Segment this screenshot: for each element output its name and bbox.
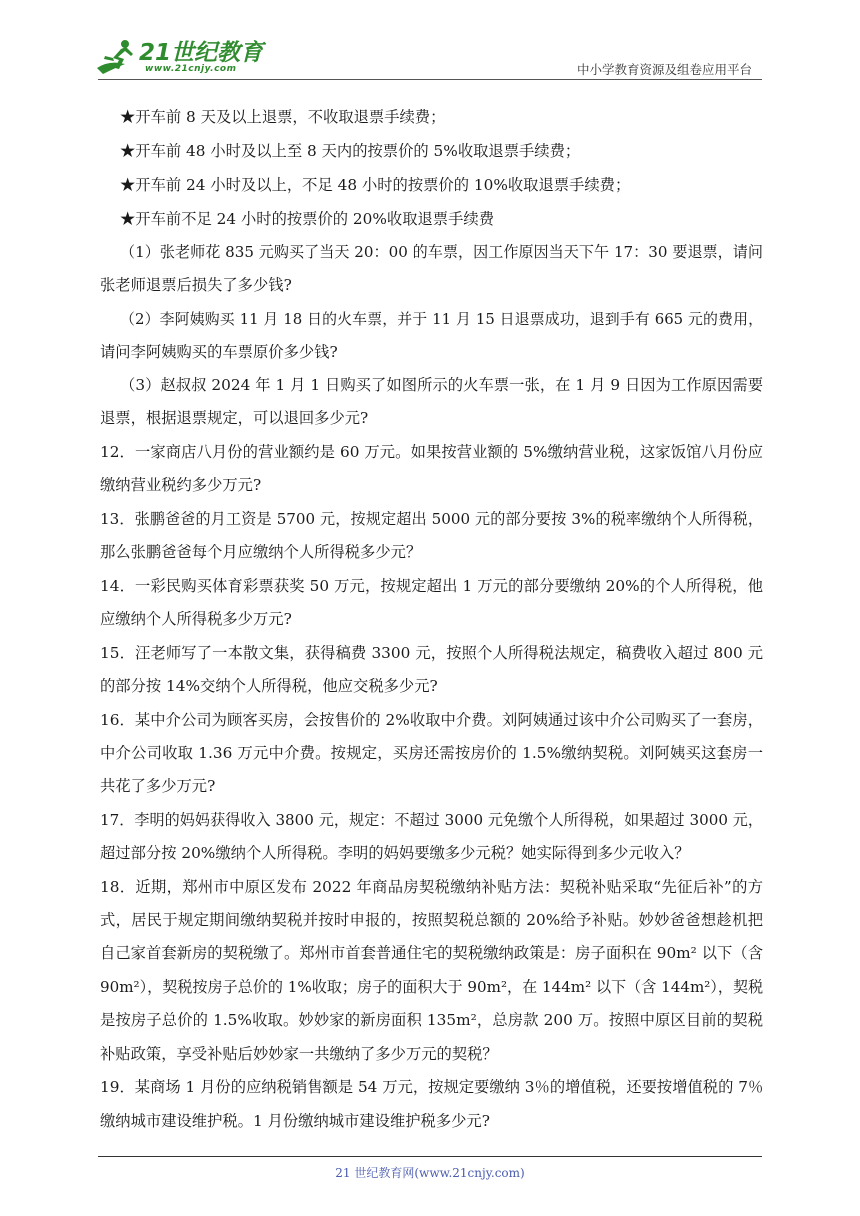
text-line: 90m²），契税按房子总价的 1%收取；房子的面积大于 90m²，在 144m² 以下（含 144m²），契税 <box>100 978 764 996</box>
text-line: 18．近期，郑州市中原区发布 2022 年商品房契税缴纳补贴方法：契税补贴采取“先征后补”的方 <box>100 878 763 896</box>
text-line: （1）张老师花 835 元购买了当天 20：00 的车票，因工作原因当天下午 17：30 要退票，请问 <box>120 243 763 261</box>
text-line: 超过部分按 20%缴纳个人所得税。李明的妈妈要缴多少元税？她实际得到多少元收入？ <box>100 844 690 862</box>
text-line: 的部分按 14%交纳个人所得税，他应交税多少元? <box>100 677 438 695</box>
header-divider <box>98 79 762 80</box>
text-line: ★开车前 48 小时及以上至 8 天内的按票价的 5%收取退票手续费； <box>120 142 581 160</box>
text-line: 17．李明的妈妈获得收入 3800 元，规定：不超过 3000 元免缴个人所得税，如果超过 3000 元， <box>100 811 763 829</box>
text-line: 19．某商场 1 月份的应纳税销售额是 54 万元，按规定要缴纳 3％的增值税，还要按增值税的 7％ <box>100 1078 764 1096</box>
text-line: 那么张鹏爸爸每个月应缴纳个人所得税多少元？ <box>100 543 422 561</box>
text-line: 15．汪老师写了一本散文集，获得稿费 3300 元，按照个人所得税法规定，稿费收入超过 800 元 <box>100 644 763 662</box>
text-line: 应缴纳个人所得税多少万元? <box>100 610 292 628</box>
text-line: 式，居民于规定期间缴纳契税并按时申报的，按照契税总额的 20%给予补贴。妙妙爸爸想趁机把 <box>100 911 763 929</box>
text-line: 缴纳城市建设维护税。1 月份缴纳城市建设维护税多少元? <box>100 1112 490 1130</box>
text-line: ★开车前 24 小时及以上，不足 48 小时的按票价的 10%收取退票手续费； <box>120 176 631 194</box>
text-line: 张老师退票后损失了多少钱? <box>100 276 292 294</box>
text-line: 是按房子总价的 1.5%收取。妙妙家的新房面积 135m²，总房款 200 万。按照中原区目前的契税 <box>100 1011 763 1029</box>
runner-logo-icon <box>95 38 139 76</box>
text-line: 补贴政策，享受补贴后妙妙家一共缴纳了多少万元的契税？ <box>100 1045 498 1063</box>
site-logo <box>95 34 265 80</box>
logo-title: 21世纪教育 <box>139 40 264 66</box>
logo-url: www.21cnjy.com <box>145 64 237 74</box>
page-footer: 21 世纪教育网(www.21cnjy.com) <box>335 1166 525 1180</box>
text-line: ★开车前 8 天及以上退票，不收取退票手续费； <box>120 108 446 126</box>
text-line: 缴纳营业税约多少万元? <box>100 476 262 494</box>
text-line: 共花了多少万元? <box>100 777 216 795</box>
text-line: 退票，根据退票规定，可以退回多少元? <box>100 409 369 427</box>
text-line: ★开车前不足 24 小时的按票价的 20%收取退票手续费 <box>120 210 494 228</box>
text-line: 13．张鹏爸爸的月工资是 5700 元，按规定超出 5000 元的部分要按 3%的税率缴纳个人所得税， <box>100 510 763 528</box>
text-line: 14．一彩民购买体育彩票获奖 50 万元，按规定超出 1 万元的部分要缴纳 20%的个人所得税，他 <box>100 577 763 595</box>
text-line: （3）赵叔叔 2024 年 1 月 1 日购买了如图所示的火车票一张，在 1 月 9 日因为工作原因需要 <box>120 376 763 394</box>
text-line: 请问李阿姨购买的车票原价多少钱? <box>100 343 338 361</box>
text-line: （2）李阿姨购买 11 月 18 日的火车票，并于 11 月 15 日退票成功，退到手有 665 元的费用， <box>120 310 763 328</box>
footer-divider <box>98 1156 762 1157</box>
text-line: 12．一家商店八月份的营业额约是 60 万元。如果按营业额的 5%缴纳营业税，这家饭馆八月份应 <box>100 443 763 461</box>
text-line: 16．某中介公司为顾客买房，会按售价的 2%收取中介费。刘阿姨通过该中介公司购买了一套房， <box>100 711 763 729</box>
page-header <box>0 0 860 82</box>
header-tagline: 中小学教育资源及组卷应用平台 <box>576 62 752 77</box>
text-line: 中介公司收取 1.36 万元中介费。按规定，买房还需按房价的 1.5%缴纳契税。刘阿姨买这套房一 <box>100 744 763 762</box>
text-line: 自己家首套新房的契税缴了。郑州市首套普通住宅的契税缴纳政策是：房子面积在 90m² 以下（含 <box>100 944 763 962</box>
